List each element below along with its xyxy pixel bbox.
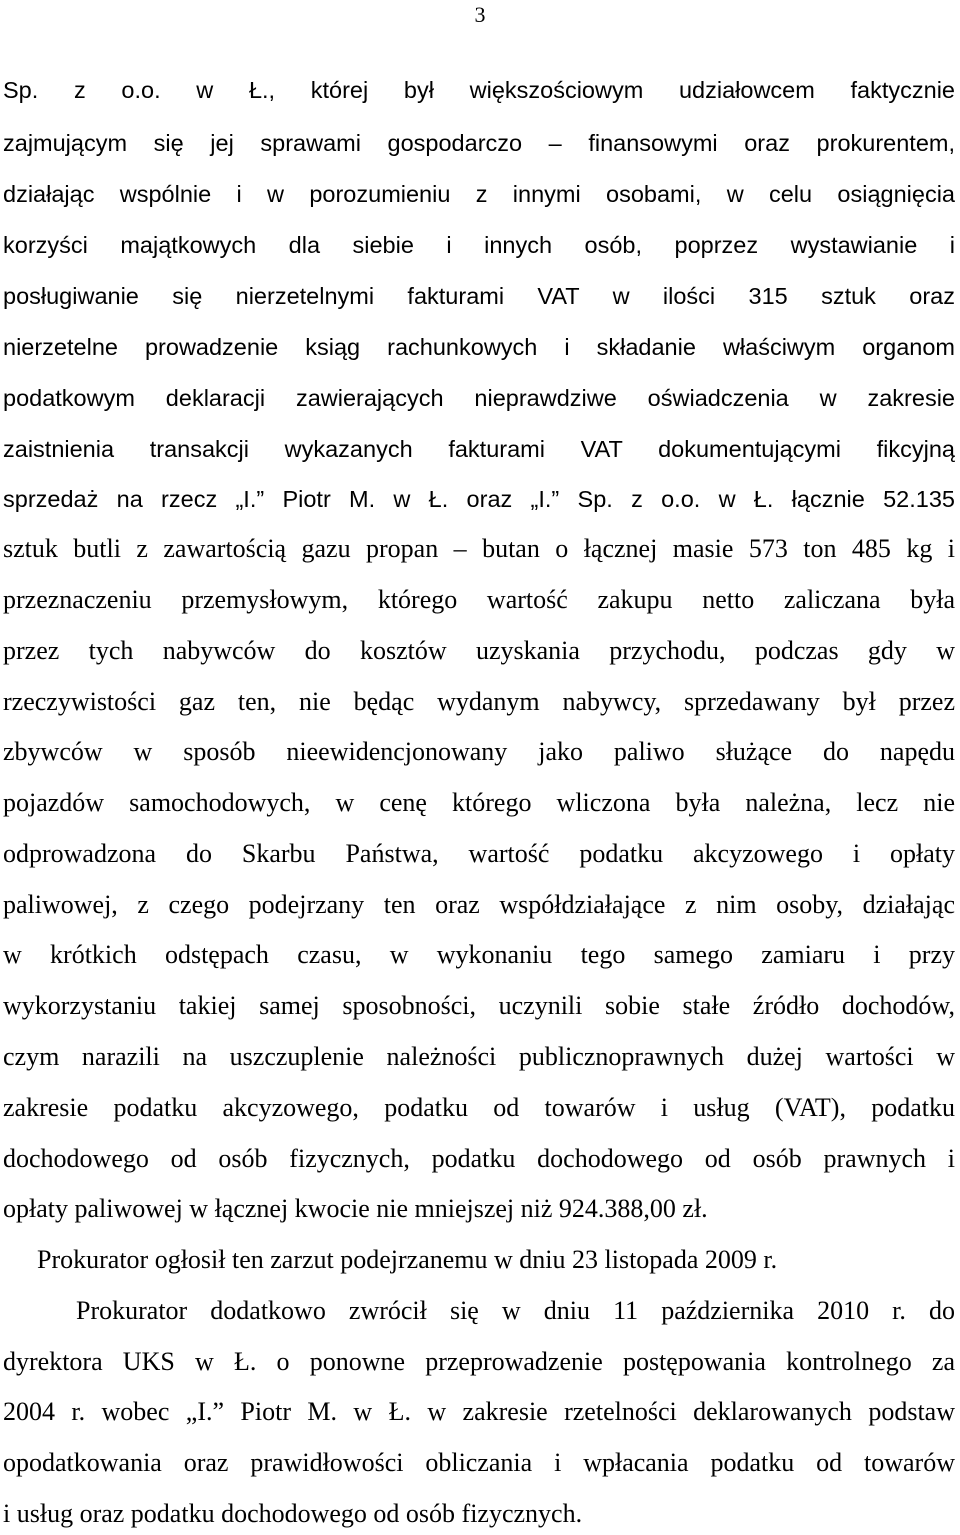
text-line: 2004 r. wobec „I.” Piotr M. w Ł. w zakresie rzetelności deklarowanych podstaw [3,1397,955,1426]
text-line: korzyści majątkowych dla siebie i innych osób, poprzez wystawianie i [3,232,955,258]
text-line: przeznaczeniu przemysłowym, którego wartość zakupu netto zaliczana była [3,585,955,614]
text-line: sprzedaż na rzecz „I.” Piotr M. w Ł. oraz „I.” Sp. z o.o. w Ł. łącznie 52.135 [3,486,955,512]
text-line: i usług oraz podatku dochodowego od osób fizycznych. [3,1499,583,1528]
text-line: pojazdów samochodowych, w cenę którego wliczona była należna, lecz nie [3,788,955,817]
text-line: paliwowej, z czego podejrzany ten oraz współdziałające z nim osoby, działając [3,890,955,919]
page-number: 3 [474,2,486,27]
text-line: dochodowego od osób fizycznych, podatku dochodowego od osób prawnych i [3,1144,955,1173]
text-line: posługiwanie się nierzetelnymi fakturami VAT w ilości 315 sztuk oraz [3,283,955,309]
text-line: zaistnienia transakcji wykazanych fakturami VAT dokumentującymi fikcyjną [3,436,955,462]
text-line: opłaty paliwowej w łącznej kwocie nie mniejszej niż 924.388,00 zł. [3,1194,708,1223]
text-line: sztuk butli z zawartością gazu propan – butan o łącznej masie 573 ton 485 kg i [3,534,955,563]
text-line: Sp. z o.o. w Ł., której był większościowym udziałowcem faktycznie [3,77,955,103]
text-line: zajmującym się jej sprawami gospodarczo – finansowymi oraz prokurentem, [3,130,955,156]
text-line: przez tych nabywców do kosztów uzyskania przychodu, podczas gdy w [3,636,955,665]
text-line: zakresie podatku akcyzowego, podatku od towarów i usług (VAT), podatku [3,1093,955,1122]
text-line: czym narazili na uszczuplenie należności publicznoprawnych dużej wartości w [3,1042,955,1071]
text-line: wykorzystaniu takiej samej sposobności, uczynili sobie stałe źródło dochodów, [3,991,955,1020]
paragraph-first-line: Prokurator ogłosił ten zarzut podejrzanemu w dniu 23 listopada 2009 r. [37,1245,778,1274]
paragraph-first-line: Prokurator dodatkowo zwrócił się w dniu 11 października 2010 r. do [76,1296,955,1325]
text-line: odprowadzona do Skarbu Państwa, wartość podatku akcyzowego i opłaty [3,839,955,868]
text-line: zbywców w sposób nieewidencjonowany jako paliwo służące do napędu [3,737,955,766]
text-line: działając wspólnie i w porozumieniu z innymi osobami, w celu osiągnięcia [3,181,955,207]
text-line: opodatkowania oraz prawidłowości obliczania i wpłacania podatku od towarów [3,1448,955,1477]
text-line: podatkowym deklaracji zawierających nieprawdziwe oświadczenia w zakresie [3,385,955,411]
text-line: nierzetelne prowadzenie ksiąg rachunkowych i składanie właściwym organom [3,334,955,360]
text-line: w krótkich odstępach czasu, w wykonaniu tego samego zamiaru i przy [3,940,955,969]
text-line: rzeczywistości gaz ten, nie będąc wydanym nabywcy, sprzedawany był przez [3,687,955,716]
text-line: dyrektora UKS w Ł. o ponowne przeprowadzenie postępowania kontrolnego za [3,1347,955,1376]
